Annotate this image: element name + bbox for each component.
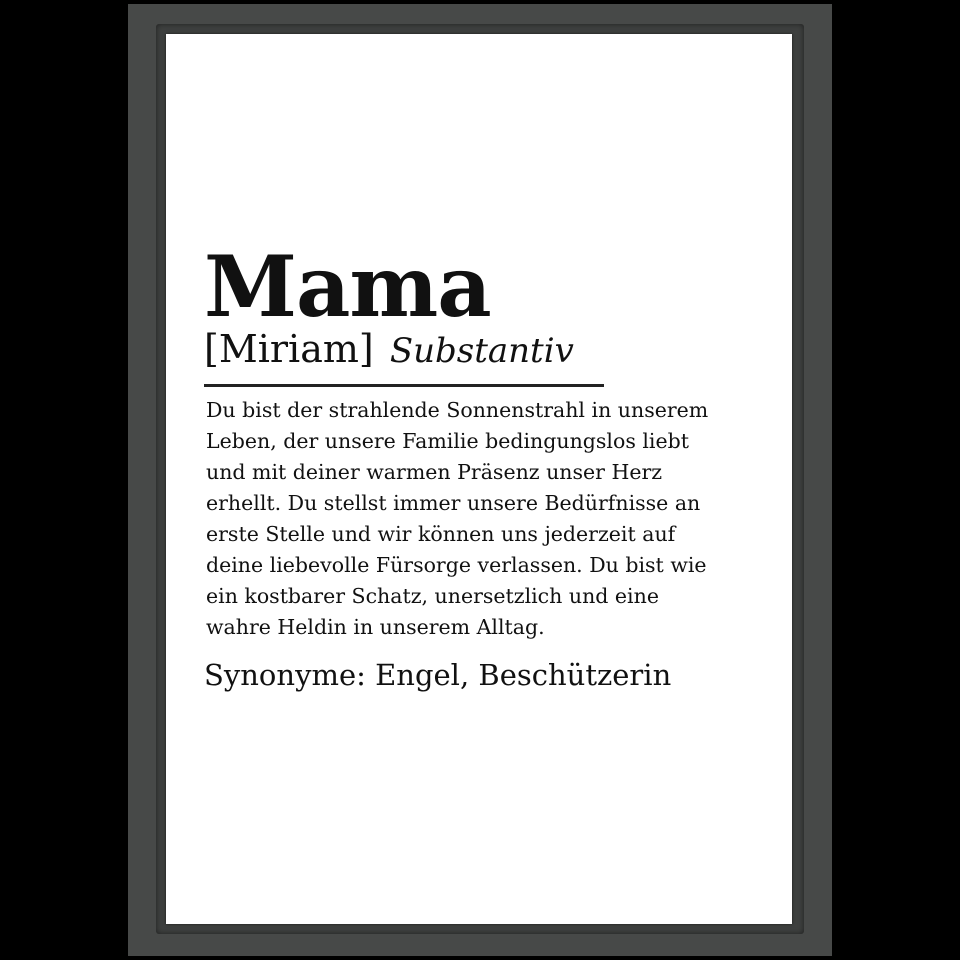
definition-line: und mit deiner warmen Präsenz unser Herz <box>206 460 663 484</box>
word-subtitle <box>204 328 764 372</box>
definition-line: deine liebevolle Fürsorge verlassen. Du bist wie <box>206 553 707 577</box>
divider-line <box>204 384 604 387</box>
part-of-speech: Substantiv <box>389 331 574 371</box>
poster <box>166 34 792 924</box>
person-name: [Miriam] <box>204 327 374 371</box>
word-title: Mama <box>204 237 491 336</box>
definition-line: erhellt. Du stellst immer unsere Bedürfnisse an <box>206 491 701 515</box>
definition-card <box>204 237 764 693</box>
definition-line: Du bist der strahlende Sonnenstrahl in unserem <box>206 398 709 422</box>
synonyms-text: Synonyme: Engel, Beschützerin <box>204 658 672 692</box>
definition-line: ein kostbarer Schatz, unersetzlich und eine <box>206 584 659 608</box>
definition-text <box>204 395 766 643</box>
definition-line: erste Stelle und wir können uns jederzeit auf <box>206 522 676 546</box>
definition-line: wahre Heldin in unserem Alltag. <box>206 615 545 639</box>
definition-line: Leben, der unsere Familie bedingungslos liebt <box>206 429 689 453</box>
